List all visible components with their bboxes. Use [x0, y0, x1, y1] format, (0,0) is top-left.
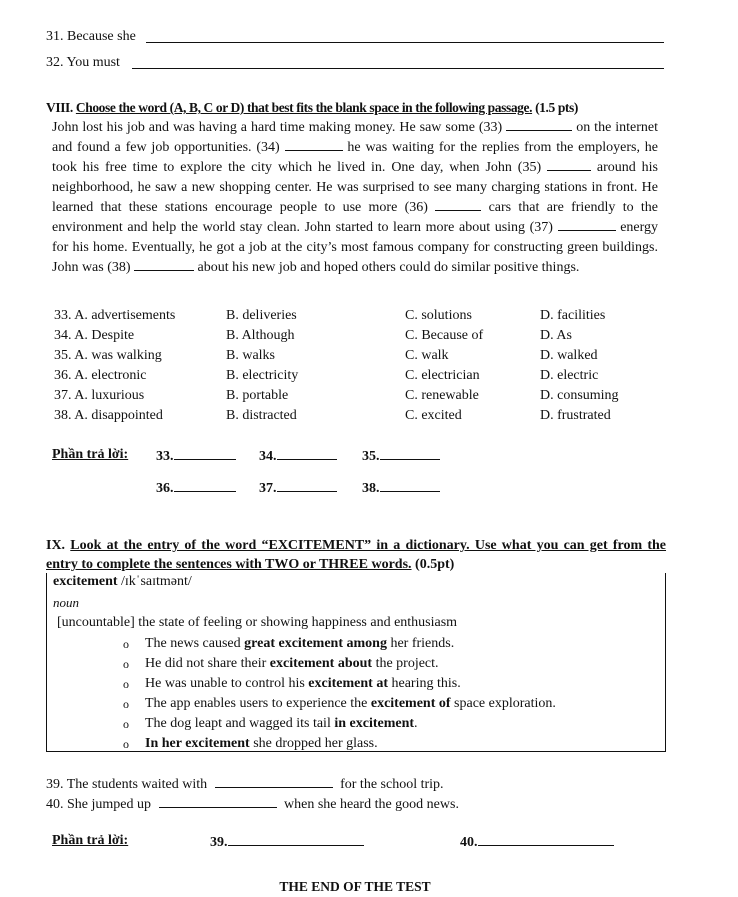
- question-32-text: 32. You must: [46, 55, 120, 70]
- option-33-a[interactable]: 33. A. advertisements: [54, 308, 176, 323]
- answer-number: 35.: [362, 449, 380, 464]
- answer-number: 40.: [460, 835, 478, 850]
- option-38-c[interactable]: C. excited: [405, 408, 462, 423]
- example-text: the project.: [372, 656, 439, 671]
- question-39-text-end: for the school trip.: [340, 777, 444, 792]
- question-40-text-end: when she heard the good news.: [284, 797, 459, 812]
- question-40: [46, 795, 459, 813]
- option-36-b[interactable]: B. electricity: [226, 368, 299, 383]
- dictionary-entry: [46, 573, 666, 752]
- blank-34[interactable]: [285, 138, 343, 151]
- question-32: [46, 55, 120, 71]
- end-of-test: THE END OF THE TEST: [279, 879, 431, 894]
- answer-slot-39[interactable]: [210, 833, 364, 851]
- option-38-d[interactable]: D. frustrated: [540, 408, 611, 423]
- answer-slot-37[interactable]: [259, 479, 337, 497]
- entry-definition: [uncountable] the state of feeling or showing happiness and enthusiasm: [57, 615, 458, 630]
- answer-number: 39.: [210, 835, 228, 850]
- answer-blank[interactable]: [228, 833, 364, 846]
- option-35-d[interactable]: D. walked: [540, 348, 598, 363]
- section-8-number: VIII.: [46, 100, 73, 115]
- blank-33[interactable]: [506, 118, 572, 131]
- option-35-c[interactable]: C. walk: [405, 348, 449, 363]
- answer-number: 38.: [362, 481, 380, 496]
- example-text: The dog leapt and wagged its tail: [145, 716, 335, 731]
- example-item: [145, 694, 556, 714]
- answer-number: 34.: [259, 449, 277, 464]
- example-item: [145, 654, 556, 674]
- answer-blank[interactable]: [277, 479, 337, 492]
- section-9-number: IX.: [46, 538, 66, 553]
- answer-number: 33.: [156, 449, 174, 464]
- example-collocation: excitement of: [370, 696, 451, 711]
- section-8-instruction: Choose the word (A, B, C or D) that best fits the blank space in the following passage.: [75, 100, 533, 115]
- answer-number: 36.: [156, 481, 174, 496]
- answer-blank[interactable]: [277, 447, 337, 460]
- passage-part: around his neighborhood, he saw a new shopping center. He was surprised to see many charging stations in front. He learned that these stations encourage people to use more (36): [52, 160, 658, 215]
- example-item: [145, 634, 556, 654]
- blank-36[interactable]: [435, 198, 481, 211]
- example-text: space exploration.: [450, 696, 556, 711]
- blank-38[interactable]: [134, 258, 194, 271]
- answer-label: Phần trả lời:: [52, 833, 129, 848]
- example-item: [145, 734, 556, 754]
- answer-blank[interactable]: [174, 479, 236, 492]
- blank-37[interactable]: [558, 218, 616, 231]
- answer-slot-36[interactable]: [156, 479, 236, 497]
- option-38-b[interactable]: B. distracted: [226, 408, 297, 423]
- option-38-a[interactable]: 38. A. disappointed: [54, 408, 163, 423]
- option-35-b[interactable]: B. walks: [226, 348, 275, 363]
- example-text: He was unable to control his: [145, 676, 309, 691]
- option-33-b[interactable]: B. deliveries: [226, 308, 297, 323]
- entry-pronunciation: /ɪkˈsaɪtmənt/: [121, 574, 192, 589]
- option-37-c[interactable]: C. renewable: [405, 388, 479, 403]
- option-33-d[interactable]: D. facilities: [540, 308, 606, 323]
- example-item: [145, 674, 556, 694]
- example-collocation: great excitement among: [244, 636, 387, 651]
- passage-part: he was waiting for the replies from the employers, he took his free time to explore the city which he lived in. One day, when John (35): [52, 140, 658, 175]
- option-33-c[interactable]: C. solutions: [405, 308, 472, 323]
- example-text: The app enables users to experience the: [145, 696, 371, 711]
- passage-part: John lost his job and was having a hard time making money. He saw some (33): [52, 120, 503, 135]
- blank-39[interactable]: [215, 775, 333, 788]
- blank-40[interactable]: [159, 795, 277, 808]
- section-9-instruction: Look at the entry of the word “EXCITEMENT” in a dictionary. Use what you can get from the entry to complete the sentences with TWO or THREE words.: [46, 538, 667, 572]
- answer-blank[interactable]: [174, 447, 236, 460]
- passage: [52, 118, 658, 278]
- passage-part: cars that are friendly to the environment and help the world stay clean. John started to learn more about using (37): [52, 200, 659, 235]
- question-39: [46, 775, 444, 793]
- option-36-d[interactable]: D. electric: [540, 368, 599, 383]
- answer-slot-35[interactable]: [362, 447, 440, 465]
- example-item: [145, 714, 556, 734]
- option-37-b[interactable]: B. portable: [226, 388, 289, 403]
- passage-part: about his new job and hoped others could do similar positive things.: [197, 260, 580, 275]
- option-34-a[interactable]: 34. A. Despite: [54, 328, 135, 343]
- answer-number: 37.: [259, 481, 277, 496]
- option-34-b[interactable]: B. Although: [226, 328, 295, 343]
- passage-part: energy for his home. Eventually, he got a job at the city’s most famous company for constructing green buildings. John was (38): [52, 220, 659, 275]
- example-text: .: [414, 716, 418, 731]
- entry-headline: [53, 574, 192, 590]
- section-9-points: (0.5pt): [415, 557, 455, 572]
- option-36-c[interactable]: C. electrician: [405, 368, 480, 383]
- option-35-a[interactable]: 35. A. was walking: [54, 348, 162, 363]
- answer-slot-33[interactable]: [156, 447, 236, 465]
- answer-slot-38[interactable]: [362, 479, 440, 497]
- example-collocation: excitement at: [308, 676, 388, 691]
- section-9-heading: [46, 536, 666, 574]
- blank-35[interactable]: [547, 158, 591, 171]
- option-37-a[interactable]: 37. A. luxurious: [54, 388, 145, 403]
- answer-line-31[interactable]: [146, 42, 664, 43]
- question-39-text: 39. The students waited with: [46, 777, 208, 792]
- answer-line-32[interactable]: [132, 68, 664, 69]
- section-8-heading: [46, 100, 578, 116]
- answer-blank[interactable]: [380, 447, 440, 460]
- question-40-text: 40. She jumped up: [46, 797, 151, 812]
- question-31-text: 31. Because she: [46, 29, 136, 44]
- option-34-c[interactable]: C. Because of: [405, 328, 484, 343]
- option-34-d[interactable]: D. As: [540, 328, 572, 343]
- example-collocation: in excitement: [334, 716, 415, 731]
- example-text: her friends.: [386, 636, 455, 651]
- answer-blank[interactable]: [380, 479, 440, 492]
- option-37-d[interactable]: D. consuming: [540, 388, 619, 403]
- example-text: hearing this.: [387, 676, 461, 691]
- section-8-points: (1.5 pts): [535, 100, 578, 115]
- example-text: she dropped her glass.: [249, 736, 378, 751]
- example-text: The news caused: [145, 636, 245, 651]
- entry-part-of-speech: noun: [53, 595, 79, 610]
- example-collocation: excitement about: [269, 656, 373, 671]
- answer-slot-34[interactable]: [259, 447, 337, 465]
- answer-slot-40[interactable]: [460, 833, 614, 851]
- option-36-a[interactable]: 36. A. electronic: [54, 368, 147, 383]
- answer-blank[interactable]: [478, 833, 614, 846]
- example-collocation: In her excitement: [145, 736, 250, 751]
- example-text: He did not share their: [145, 656, 270, 671]
- passage-part: on the internet and found a few job opportunities. (34): [52, 120, 659, 155]
- answer-label: Phần trả lời:: [52, 447, 129, 462]
- question-31: [46, 29, 136, 45]
- entry-headword: excitement: [53, 574, 118, 589]
- entry-examples: [145, 634, 556, 754]
